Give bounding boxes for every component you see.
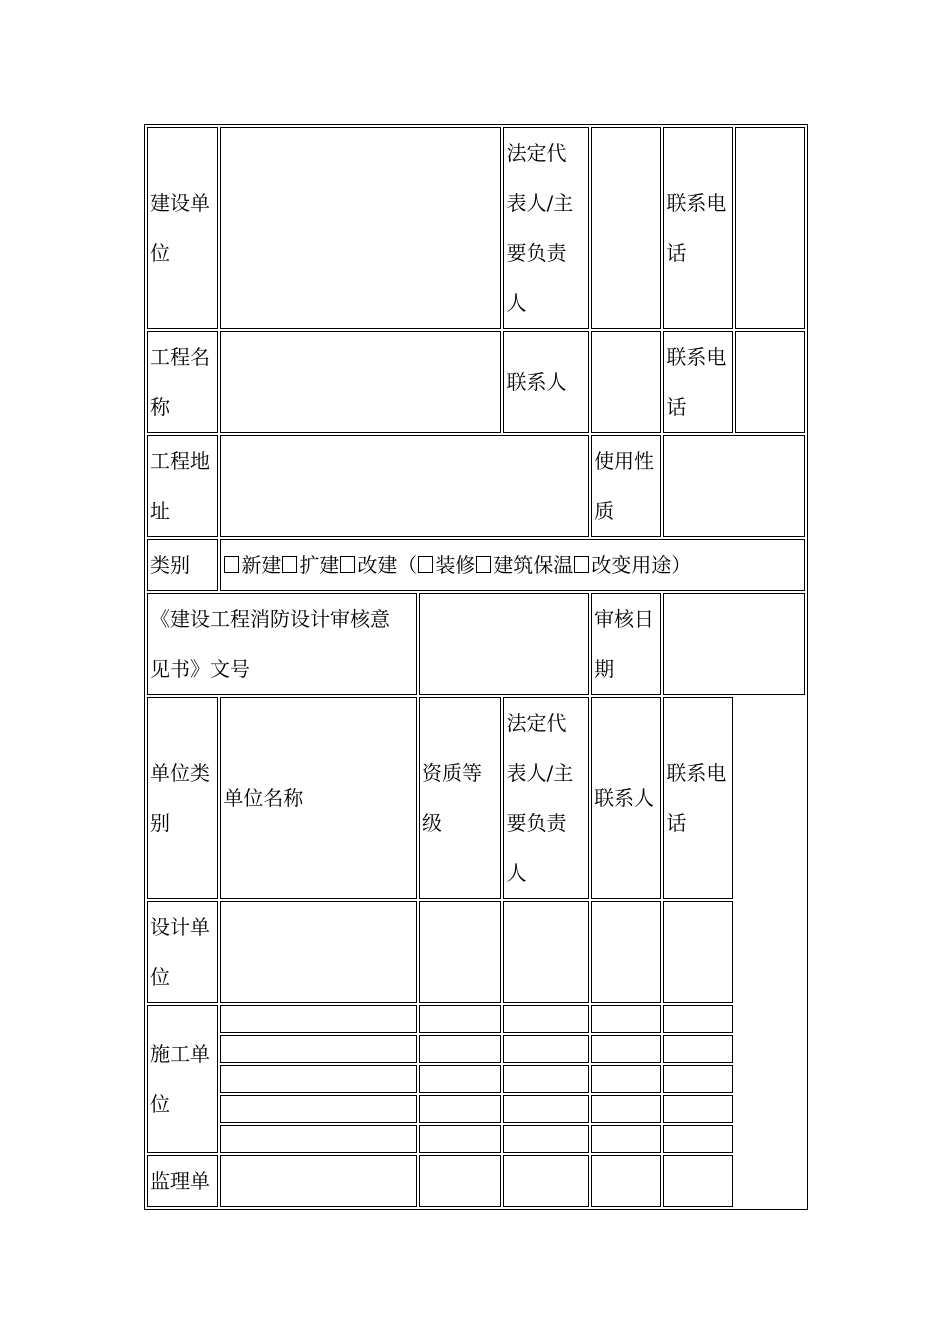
construction-contact-2[interactable] bbox=[591, 1035, 661, 1063]
construction-qual-2[interactable] bbox=[419, 1035, 502, 1063]
contact-input[interactable] bbox=[591, 331, 661, 433]
construction-name-4[interactable] bbox=[220, 1095, 417, 1123]
option-expand: 扩建 bbox=[299, 553, 340, 577]
construction-contact-5[interactable] bbox=[591, 1125, 661, 1153]
phone-header: 联系电话 bbox=[663, 697, 732, 899]
supervision-name[interactable] bbox=[220, 1155, 417, 1207]
review-date-input[interactable] bbox=[663, 593, 805, 695]
construction-company-label: 施工单位 bbox=[147, 1005, 218, 1153]
construction-qual-4[interactable] bbox=[419, 1095, 502, 1123]
unit-name-header: 单位名称 bbox=[220, 697, 417, 899]
option-decoration: 装修 bbox=[435, 553, 476, 577]
construction-name-5[interactable] bbox=[220, 1125, 417, 1153]
design-contact[interactable] bbox=[591, 901, 661, 1003]
supervision-legal-rep[interactable] bbox=[503, 1155, 589, 1207]
category-options bbox=[220, 539, 805, 591]
design-phone[interactable] bbox=[663, 901, 732, 1003]
project-address-label: 工程地址 bbox=[147, 435, 218, 537]
phone-label-2: 联系电话 bbox=[663, 331, 732, 433]
legal-rep-header: 法定代表人/主要负责人 bbox=[503, 697, 589, 899]
supervision-qualification[interactable] bbox=[419, 1155, 502, 1207]
construction-rep-4[interactable] bbox=[503, 1095, 589, 1123]
construction-qual-5[interactable] bbox=[419, 1125, 502, 1153]
project-name-input[interactable] bbox=[220, 331, 501, 433]
construction-phone-5[interactable] bbox=[663, 1125, 732, 1153]
supervision-contact[interactable] bbox=[591, 1155, 661, 1207]
construction-unit-label: 建设单位 bbox=[147, 127, 218, 329]
construction-rep-1[interactable] bbox=[503, 1005, 589, 1033]
approval-doc-input[interactable] bbox=[419, 593, 589, 695]
checkbox-decoration[interactable] bbox=[418, 556, 433, 573]
fire-inspection-form bbox=[144, 124, 808, 1210]
construction-phone-3[interactable] bbox=[663, 1065, 732, 1093]
phone-label: 联系电话 bbox=[663, 127, 732, 329]
design-qualification[interactable] bbox=[419, 901, 502, 1003]
phone-input-2[interactable] bbox=[735, 331, 805, 433]
construction-qual-3[interactable] bbox=[419, 1065, 502, 1093]
checkbox-expand[interactable] bbox=[282, 556, 297, 573]
option-rebuild: 改建（ bbox=[357, 553, 418, 577]
approval-doc-text: 《建设工程消防设计审核意见书》文号 bbox=[150, 607, 390, 681]
construction-phone-2[interactable] bbox=[663, 1035, 732, 1063]
qualification-header: 资质等级 bbox=[419, 697, 502, 899]
approval-doc-label bbox=[147, 593, 417, 695]
contact-label: 联系人 bbox=[503, 331, 589, 433]
construction-phone-4[interactable] bbox=[663, 1095, 732, 1123]
phone-input[interactable] bbox=[735, 127, 805, 329]
design-unit-label: 设计单位 bbox=[147, 901, 218, 1003]
unit-type-header: 单位类别 bbox=[147, 697, 218, 899]
option-change-use: 改变用途） bbox=[591, 553, 692, 577]
construction-rep-5[interactable] bbox=[503, 1125, 589, 1153]
project-name-label: 工程名称 bbox=[147, 331, 218, 433]
construction-name-1[interactable] bbox=[220, 1005, 417, 1033]
construction-qual-1[interactable] bbox=[419, 1005, 502, 1033]
checkbox-new[interactable] bbox=[224, 556, 239, 573]
option-new: 新建 bbox=[241, 553, 282, 577]
review-date-label: 审核日期 bbox=[591, 593, 661, 695]
construction-rep-3[interactable] bbox=[503, 1065, 589, 1093]
construction-contact-4[interactable] bbox=[591, 1095, 661, 1123]
legal-rep-label: 法定代表人/主要负责人 bbox=[503, 127, 589, 329]
supervision-unit-label: 监理单 bbox=[147, 1155, 218, 1207]
construction-name-2[interactable] bbox=[220, 1035, 417, 1063]
legal-rep-input[interactable] bbox=[591, 127, 661, 329]
construction-contact-3[interactable] bbox=[591, 1065, 661, 1093]
usage-input[interactable] bbox=[663, 435, 805, 537]
project-address-input[interactable] bbox=[220, 435, 589, 537]
design-unit-name[interactable] bbox=[220, 901, 417, 1003]
construction-rep-2[interactable] bbox=[503, 1035, 589, 1063]
usage-label: 使用性质 bbox=[591, 435, 661, 537]
category-label: 类别 bbox=[147, 539, 218, 591]
supervision-phone[interactable] bbox=[663, 1155, 732, 1207]
checkbox-insulation[interactable] bbox=[476, 556, 491, 573]
construction-unit-input[interactable] bbox=[220, 127, 501, 329]
checkbox-change-use[interactable] bbox=[574, 556, 589, 573]
checkbox-rebuild[interactable] bbox=[340, 556, 355, 573]
construction-phone-1[interactable] bbox=[663, 1005, 732, 1033]
design-legal-rep[interactable] bbox=[503, 901, 589, 1003]
construction-contact-1[interactable] bbox=[591, 1005, 661, 1033]
contact-header: 联系人 bbox=[591, 697, 661, 899]
option-insulation: 建筑保温 bbox=[493, 553, 574, 577]
construction-name-3[interactable] bbox=[220, 1065, 417, 1093]
